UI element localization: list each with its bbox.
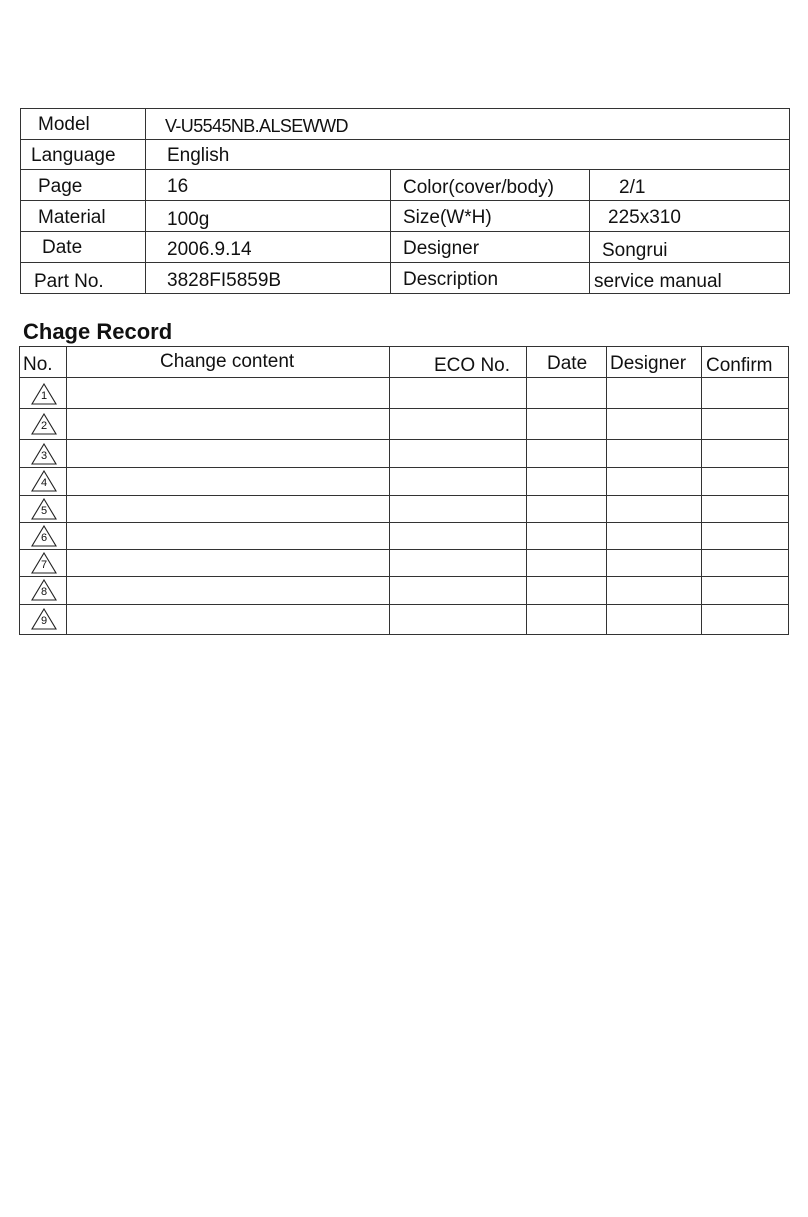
info-table-divider xyxy=(589,169,590,294)
info-table-divider xyxy=(390,169,391,294)
color-label: Color(cover/body) xyxy=(403,177,554,198)
revision-number: 1 xyxy=(40,390,48,402)
change-table-divider xyxy=(701,346,702,635)
change-table-divider xyxy=(19,467,789,468)
revision-number: 8 xyxy=(40,586,48,598)
info-table-divider xyxy=(20,231,790,232)
change-table-divider xyxy=(19,377,789,378)
size-value: 225x310 xyxy=(608,207,681,228)
designer-value: Songrui xyxy=(602,240,668,261)
material-value: 100g xyxy=(167,209,210,230)
info-table-border xyxy=(20,293,790,294)
change-table-border xyxy=(19,346,20,635)
language-value: English xyxy=(167,145,230,166)
header-eco-no: ECO No. xyxy=(434,355,511,376)
info-table-divider xyxy=(20,139,790,140)
info-table-border xyxy=(20,108,790,109)
revision-triangle-icon xyxy=(31,552,57,574)
description-label: Description xyxy=(403,269,499,290)
revision-number: 6 xyxy=(40,532,48,544)
change-record-title: Chage Record xyxy=(23,319,173,344)
info-table-border xyxy=(789,108,790,294)
change-table-divider xyxy=(19,576,789,577)
change-table-divider xyxy=(606,346,607,635)
revision-triangle-icon xyxy=(31,498,57,520)
partno-value: 3828FI5859B xyxy=(167,270,282,291)
header-date: Date xyxy=(547,353,588,374)
revision-number: 2 xyxy=(40,420,48,432)
info-table-border xyxy=(20,108,21,294)
info-table-divider xyxy=(20,262,790,263)
revision-triangle-icon xyxy=(31,383,57,405)
header-change-content: Change content xyxy=(160,351,295,372)
info-table-divider xyxy=(20,200,790,201)
change-table-divider xyxy=(66,346,67,635)
color-value: 2/1 xyxy=(619,177,646,198)
header-designer: Designer xyxy=(610,353,687,374)
info-table-divider xyxy=(20,169,790,170)
info-table-divider xyxy=(145,108,146,294)
change-table-divider xyxy=(19,439,789,440)
change-table-divider xyxy=(19,604,789,605)
date-label: Date xyxy=(42,237,83,258)
revision-triangle-icon xyxy=(31,525,57,547)
change-table-divider xyxy=(389,346,390,635)
page-label: Page xyxy=(38,176,83,197)
size-label: Size(W*H) xyxy=(403,207,492,228)
revision-number: 5 xyxy=(40,505,48,517)
designer-label: Designer xyxy=(403,238,480,259)
change-table-border xyxy=(19,346,789,347)
revision-triangle-icon xyxy=(31,443,57,465)
revision-number: 3 xyxy=(40,450,48,462)
change-table-border xyxy=(788,346,789,635)
language-label: Language xyxy=(31,145,116,166)
page-value: 16 xyxy=(167,176,189,197)
revision-triangle-icon xyxy=(31,579,57,601)
header-no: No. xyxy=(23,354,53,375)
revision-triangle-icon xyxy=(31,608,57,630)
revision-number: 4 xyxy=(40,477,48,489)
change-table-border xyxy=(19,634,789,635)
model-label: Model xyxy=(38,114,90,135)
revision-number: 9 xyxy=(40,615,48,627)
change-table-divider xyxy=(19,549,789,550)
change-table-divider xyxy=(526,346,527,635)
change-table-divider xyxy=(19,522,789,523)
model-value: V-U5545NB.ALSEWWD xyxy=(165,116,348,136)
material-label: Material xyxy=(38,207,106,228)
change-table-divider xyxy=(19,408,789,409)
revision-triangle-icon xyxy=(31,413,57,435)
date-value: 2006.9.14 xyxy=(167,239,252,260)
partno-label: Part No. xyxy=(34,271,104,292)
revision-triangle-icon xyxy=(31,470,57,492)
header-confirm: Confirm xyxy=(706,355,773,376)
revision-number: 7 xyxy=(40,559,48,571)
change-table-divider xyxy=(19,495,789,496)
description-value: service manual xyxy=(594,271,722,292)
